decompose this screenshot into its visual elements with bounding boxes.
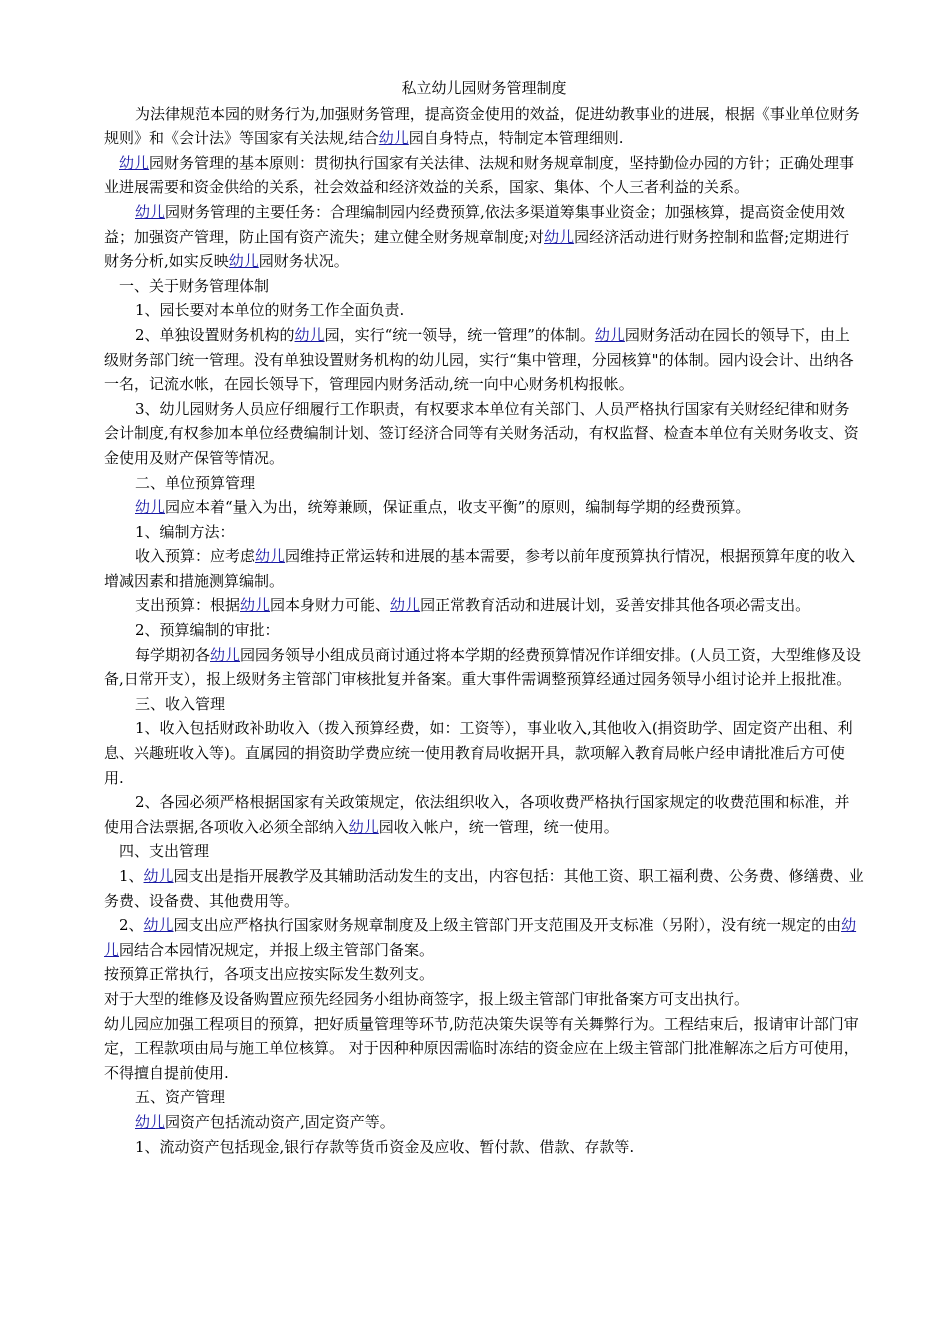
kindergarten-link[interactable]: 幼儿 bbox=[210, 645, 241, 664]
kindergarten-link[interactable]: 幼儿 bbox=[348, 817, 379, 836]
paragraph-text: 园自身特点，特制定本管理细则. bbox=[408, 129, 624, 148]
kindergarten-link[interactable]: 幼儿 bbox=[594, 325, 625, 344]
paragraph-text: 1、 bbox=[119, 867, 144, 885]
kindergarten-link[interactable]: 幼儿 bbox=[228, 252, 259, 271]
paragraph bbox=[104, 643, 864, 692]
paragraph-text: 园支出是指开展教学及其辅助活动发生的支出，内容包括：其他工资、职工福利费、公务费、修缮费、业务费、设备费、其他费用等。 bbox=[104, 867, 864, 910]
paragraph-text: 1、收入包括财政补助收入（拨入预算经费，如：工资等），事业收入,其他收入(捐资助学、固定资产出租、利息、兴趣班收入等)。直属园的捐资助学费应统一使用教育局收据开具，款项解入教育局帐户经申请批准后方可使用. bbox=[104, 719, 853, 787]
paragraph-text: 园应本着“量入为出，统筹兼顾，保证重点，收支平衡”的原则，编制每学期的经费预算。 bbox=[165, 498, 751, 517]
paragraph-text: 1、园长要对本单位的财务工作全面负责. bbox=[135, 301, 405, 320]
paragraph-text: 收入预算：应考虑 bbox=[135, 547, 256, 566]
paragraph bbox=[104, 962, 864, 987]
kindergarten-link[interactable]: 幼儿 bbox=[135, 498, 166, 517]
paragraph-text: 园支出应严格执行国家财务规章制度及上级主管部门开支范围及开支标准（另附），没有统一规定的由 bbox=[173, 916, 842, 935]
paragraph bbox=[104, 274, 864, 299]
paragraph-text: 二、单位预算管理 bbox=[135, 473, 256, 492]
paragraph bbox=[104, 1012, 864, 1086]
kindergarten-link[interactable]: 幼儿 bbox=[390, 596, 421, 615]
paragraph-text: 园资产包括流动资产,固定资产等。 bbox=[165, 1112, 395, 1131]
document-body bbox=[104, 102, 864, 1160]
kindergarten-link[interactable]: 幼儿 bbox=[119, 153, 150, 172]
paragraph bbox=[104, 692, 864, 717]
paragraph-text: 2、预算编制的审批： bbox=[135, 621, 280, 640]
paragraph-text: 五、资产管理 bbox=[135, 1088, 226, 1107]
kindergarten-link[interactable]: 幼儿 bbox=[143, 916, 174, 935]
paragraph bbox=[104, 864, 864, 913]
paragraph-text: 支出预算：根据 bbox=[135, 596, 241, 615]
paragraph-text: 四、支出管理 bbox=[119, 842, 210, 861]
paragraph-text: 幼儿园应加强工程项目的预算，把好质量管理等环节,防范决策失误等有关舞弊行为。工程结束后，报请审计部门审定，工程款项由局与施工单位核算。 对于因种种原因需临时冻结的资金应在上级主管部门批准解冻之后方可使用，不得擅自提前使用. bbox=[104, 1014, 859, 1082]
kindergarten-link[interactable]: 幼儿 bbox=[104, 916, 857, 959]
kindergarten-link[interactable]: 幼儿 bbox=[544, 227, 575, 246]
paragraph-text: 2、各园必须严格根据国家有关政策规定，依法组织收入，各项收费严格执行国家规定的收费范围和标准，并使用合法票据,各项收入必须全部纳入 bbox=[104, 793, 850, 836]
kindergarten-link[interactable]: 幼儿 bbox=[143, 867, 174, 885]
paragraph-text: 园维持正常运转和进展的基本需要，参考以前年度预算执行情况，根据预算年度的收入增减因素和措施测算编制。 bbox=[104, 547, 856, 590]
paragraph-text: 园园务领导小组成员商讨通过将本学期的经费预算情况作详细安排。(人员工资，大型维修及设备,日常开支），报上级财务主管部门审核批复并备案。重大事件需调整预算经通过园务领导小组讨论并上报批准。 bbox=[104, 645, 861, 689]
paragraph bbox=[104, 618, 864, 643]
kindergarten-link[interactable]: 幼儿 bbox=[255, 547, 286, 566]
paragraph bbox=[104, 790, 864, 839]
paragraph-text: 园财务状况。 bbox=[258, 252, 349, 271]
paragraph bbox=[104, 397, 864, 471]
paragraph bbox=[104, 495, 864, 520]
paragraph bbox=[104, 544, 864, 593]
paragraph bbox=[104, 1110, 864, 1135]
paragraph bbox=[104, 1085, 864, 1110]
paragraph-text: 园财务活动在园长的领导下，由上级财务部门统一管理。没有单独设置财务机构的幼儿园，实行“集中管理，分园核算"的体制。园内设会计、出纳各一名，记流水帐，在园长领导下，管理园内财务活动,统一向中心财务机构报帐。 bbox=[104, 325, 854, 394]
paragraph-text: 2、 bbox=[119, 916, 144, 935]
paragraph-text: 对于大型的维修及设备购置应预先经园务小组协商签字，报上级主管部门审批备案方可支出执行。 bbox=[104, 989, 750, 1008]
paragraph-text: 1、编制方法： bbox=[135, 522, 235, 541]
paragraph bbox=[104, 471, 864, 496]
paragraph bbox=[104, 593, 864, 618]
paragraph-text: 园收入帐户，统一管理，统一使用。 bbox=[378, 817, 619, 836]
kindergarten-link[interactable]: 幼儿 bbox=[240, 596, 271, 615]
kindergarten-link[interactable]: 幼儿 bbox=[294, 325, 325, 344]
paragraph bbox=[104, 913, 864, 962]
paragraph-text: 园结合本园情况规定，并报上级主管部门备案。 bbox=[119, 940, 435, 959]
paragraph-text: 三、收入管理 bbox=[135, 694, 226, 713]
paragraph-text: 园经济活动进行财务控制和监督;定期进行财务分析,如实反映 bbox=[104, 227, 850, 271]
paragraph-text: 3、幼儿园财务人员应仔细履行工作职责，有权要求本单位有关部门、人员严格执行国家有关财经纪律和财务会计制度,有权参加本单位经费编制计划、签订经济合同等有关财务活动，有权监督、检查本单位有关财务收支、资金使用及财产保管等情况。 bbox=[104, 399, 859, 467]
kindergarten-link[interactable]: 幼儿 bbox=[135, 1112, 166, 1131]
paragraph bbox=[104, 839, 864, 864]
paragraph bbox=[104, 151, 864, 200]
paragraph-text: 一、关于财务管理体制 bbox=[119, 276, 270, 295]
paragraph-text: 园正常教育活动和进展计划，妥善安排其他各项必需支出。 bbox=[420, 596, 811, 615]
paragraph bbox=[104, 323, 864, 397]
paragraph bbox=[104, 520, 864, 545]
kindergarten-link[interactable]: 幼儿 bbox=[135, 202, 166, 221]
document-title: 私立幼儿园财务管理制度 bbox=[401, 79, 567, 97]
kindergarten-link[interactable]: 幼儿 bbox=[378, 129, 409, 148]
paragraph-text: 每学期初各 bbox=[135, 645, 211, 664]
paragraph-text: 2、单独设置财务机构的 bbox=[135, 325, 295, 344]
paragraph bbox=[104, 102, 864, 151]
paragraph-text: 园本身财力可能、 bbox=[270, 596, 391, 615]
paragraph-text: 为法律规范本园的财务行为,加强财务管理，提高资金使用的效益，促进幼教事业的进展，根据《事业单位财务规则》和《会计法》等国家有关法规,结合 bbox=[104, 104, 860, 148]
paragraph bbox=[104, 298, 864, 323]
paragraph bbox=[104, 1135, 864, 1160]
paragraph bbox=[104, 716, 864, 790]
paragraph-text: 按预算正常执行，各项支出应按实际发生数列支。 bbox=[104, 965, 435, 984]
paragraph bbox=[104, 987, 864, 1012]
paragraph-text: 1、流动资产包括现金,银行存款等货币资金及应收、暂付款、借款、存款等. bbox=[135, 1137, 635, 1156]
paragraph-text: 园，实行“统一领导，统一管理”的体制。 bbox=[324, 325, 595, 344]
paragraph-text: 园财务管理的基本原则：贯彻执行国家有关法律、法规和财务规章制度，坚持勤俭办园的方针；正确处理事业进展需要和资金供给的关系，社会效益和经济效益的关系，国家、集体、个人三者利益的关系。 bbox=[104, 153, 855, 197]
paragraph-text: 园财务管理的主要任务：合理编制园内经费预算,依法多渠道筹集事业资金；加强核算，提高资金使用效益；加强资产管理，防止国有资产流失；建立健全财务规章制度;对 bbox=[104, 202, 845, 246]
paragraph bbox=[104, 200, 864, 274]
